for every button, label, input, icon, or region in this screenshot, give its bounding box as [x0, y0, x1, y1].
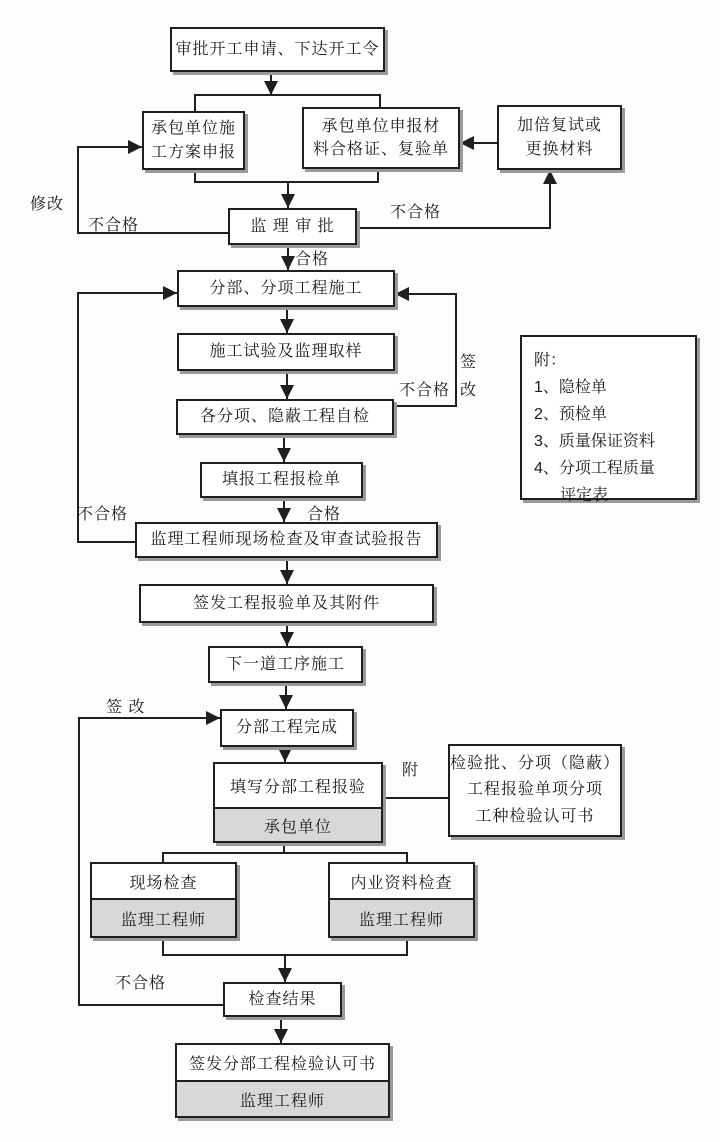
node-division-complete — [220, 709, 354, 747]
node-label: 承包单位申报材 — [321, 117, 441, 135]
arrowhead-left — [460, 136, 474, 150]
arrowhead-down — [280, 632, 294, 646]
arrowhead-up — [543, 170, 557, 184]
node-supervisor-review — [228, 208, 357, 245]
node-label: 各分项、隐蔽工程自检 — [199, 408, 370, 426]
edge-label-sign: 签 — [460, 354, 478, 371]
edge-label-change: 改 — [460, 382, 478, 399]
connector-line — [455, 293, 457, 407]
connector-line — [406, 852, 408, 862]
edge-label-fail: 不合格 — [88, 217, 140, 234]
edge-label-fail: 不合格 — [115, 975, 167, 992]
node-label: 工方案申报 — [150, 143, 236, 161]
node-self-inspection — [176, 399, 394, 435]
connector-line — [394, 405, 457, 407]
node-fill-division-report — [213, 762, 383, 843]
node-site-inspection — [90, 862, 237, 938]
connector-line — [195, 94, 381, 96]
connector-line — [379, 94, 381, 108]
node-label: 签发工程报验单及其附件 — [192, 594, 380, 612]
node-acceptance-docs — [448, 744, 622, 837]
node-label: 更换材料 — [525, 140, 594, 158]
node-label: 内业资料检查 — [330, 864, 473, 898]
edge-label-fail: 不合格 — [390, 204, 442, 221]
attachment-note — [520, 335, 697, 504]
node-fill-inspection-form — [200, 462, 363, 498]
node-check-result — [223, 982, 342, 1017]
arrowhead-down — [280, 385, 294, 399]
node-label: 监 理 审 批 — [250, 217, 335, 235]
node-subdivision-construction — [177, 270, 395, 307]
arrowhead-down — [280, 570, 294, 584]
node-label: 签发分部工程检验认可书 — [177, 1045, 388, 1080]
node-label: 分部工程完成 — [235, 719, 338, 737]
connector-line — [77, 146, 79, 234]
arrowhead-down — [277, 508, 291, 522]
connector-line — [357, 227, 551, 229]
connector-line — [78, 717, 220, 719]
arrowhead-down — [281, 256, 295, 270]
edge-label-attach: 附 — [402, 762, 420, 779]
connector-line — [78, 1004, 223, 1006]
connector-line — [383, 797, 448, 799]
arrowhead-right — [163, 286, 177, 300]
node-label: 工种检验认可书 — [475, 807, 595, 825]
node-label: 检查结果 — [248, 990, 317, 1008]
edge-label-sign-change: 签 改 — [106, 699, 146, 716]
node-label: 审批开工申请、下达开工令 — [175, 40, 380, 58]
edge-label-fail: 不合格 — [77, 506, 129, 523]
node-next-process — [208, 646, 363, 683]
node-responsible-label: 监理工程师 — [330, 898, 473, 936]
arrowhead-down — [280, 319, 294, 333]
connector-line — [162, 852, 164, 862]
node-issue-division-cert — [175, 1043, 390, 1118]
node-label: 监理工程师现场检查及审查试验报告 — [150, 531, 423, 549]
edge-label-pass: 合格 — [295, 251, 330, 268]
node-responsible-label: 监理工程师 — [92, 898, 235, 936]
node-label: 承包单位施 — [150, 120, 236, 138]
connector-line — [162, 852, 408, 854]
node-label: 施工试验及监理取样 — [209, 343, 363, 361]
node-label: 填写分部工程报验 — [215, 764, 381, 807]
node-label: 加倍复试或 — [516, 117, 602, 135]
node-construction-test — [177, 333, 395, 371]
attachment-item: 1、隐检单 — [534, 379, 607, 396]
arrowhead-down — [264, 81, 278, 95]
connector-line — [77, 292, 177, 294]
node-retest-replace — [497, 105, 622, 170]
node-office-data-check — [328, 862, 475, 938]
attachment-item: 评定表 — [560, 487, 609, 504]
node-label: 下一道工序施工 — [225, 655, 345, 673]
connector-line — [77, 541, 135, 543]
connector-line — [194, 94, 196, 112]
node-issue-inspection-form — [139, 584, 434, 623]
node-label: 现场检查 — [92, 864, 235, 898]
node-label: 检验批、分项（隐蔽） — [450, 754, 621, 772]
arrowhead-down — [278, 968, 292, 982]
arrowhead-left — [395, 287, 409, 301]
arrowhead-down — [281, 194, 295, 208]
node-approve-start — [170, 27, 385, 72]
attachment-title: 附： — [534, 352, 567, 369]
arrowhead-down — [279, 695, 293, 709]
attachment-item: 3、质量保证资料 — [534, 433, 655, 450]
node-label: 填报工程报检单 — [221, 471, 341, 489]
arrowhead-right — [128, 140, 142, 154]
edge-label-pass: 合格 — [307, 506, 342, 523]
attachment-item: 2、预检单 — [534, 406, 607, 423]
node-label: 料合格证、复验单 — [312, 141, 449, 158]
arrowhead-down — [274, 1029, 288, 1043]
edge-label-modify: 修改 — [30, 196, 65, 213]
node-label: 分部、分项工程施工 — [209, 279, 363, 297]
node-responsible-label: 监理工程师 — [177, 1080, 388, 1116]
node-label: 工程报验单项分项 — [466, 781, 603, 799]
node-contractor-materials — [302, 107, 460, 169]
arrowhead-down — [277, 448, 291, 462]
arrowhead-down — [278, 748, 292, 762]
edge-label-fail: 不合格 — [399, 382, 451, 399]
arrowhead-right — [206, 711, 220, 725]
node-site-check-review — [135, 522, 438, 558]
connector-line — [78, 717, 80, 1006]
node-responsible-label: 承包单位 — [215, 807, 381, 841]
node-contractor-plan — [142, 111, 245, 170]
attachment-item: 4、分项工程质量 — [534, 460, 655, 477]
